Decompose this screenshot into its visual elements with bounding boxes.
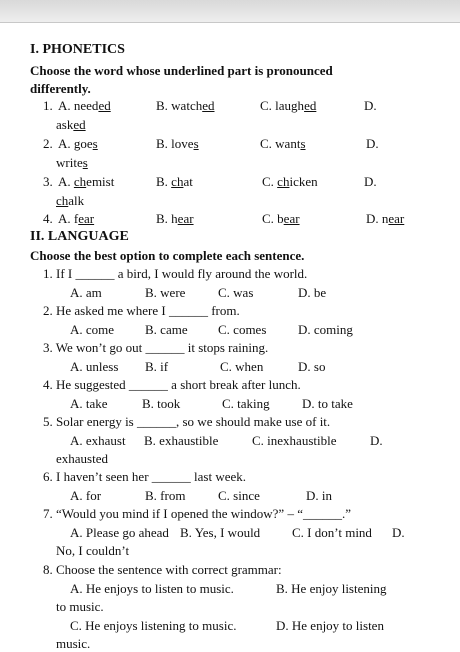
- option-c: C. He enjoys listening to music.: [70, 618, 237, 633]
- question-text: 6. I haven’t seen her ______ last week.: [43, 469, 247, 484]
- option-b: B. hear: [156, 211, 194, 226]
- option-a: A. fear: [58, 211, 95, 226]
- option-d: D. near: [366, 211, 405, 226]
- option-a: A. chemist: [58, 174, 115, 189]
- option-d-continued: writes: [56, 155, 88, 170]
- question-text: 3. We won’t go out ______ it stops raining.: [43, 340, 269, 355]
- phonetics-instruction-cont: differently.: [30, 81, 91, 96]
- option-a: A. goes: [58, 136, 98, 151]
- top-bar: [0, 0, 460, 23]
- option-b: B. if: [145, 359, 169, 374]
- option-a: A. take: [70, 396, 108, 411]
- option-c: C. bear: [262, 211, 300, 226]
- option-c: C. laughed: [260, 98, 317, 113]
- language-instruction: Choose the best option to complete each sentence.: [30, 248, 305, 263]
- option-c: C. wants: [260, 136, 306, 151]
- option-a: A. for: [70, 488, 102, 503]
- option-b: B. exhaustible: [144, 433, 219, 448]
- question-number: 1.: [43, 98, 53, 113]
- option-b: B. watched: [156, 98, 215, 113]
- option-d: D.: [364, 174, 377, 189]
- option-d: D. to take: [302, 396, 353, 411]
- option-a: A. exhaust: [70, 433, 126, 448]
- question-text: 1. If I ______ a bird, I would fly around the world.: [43, 266, 308, 281]
- worksheet: [0, 22, 460, 652]
- option-c: C. since: [218, 488, 260, 503]
- option-a: A. needed: [58, 98, 111, 113]
- option-d: D.: [364, 98, 377, 113]
- option-d-continued: asked: [56, 117, 86, 132]
- option-c: C. taking: [222, 396, 270, 411]
- question-text: 2. He asked me where I ______ from.: [43, 303, 240, 318]
- option-b: B. Yes, I would: [180, 525, 261, 540]
- question-number: 3.: [43, 174, 53, 189]
- option-a: A. come: [70, 322, 115, 337]
- option-b: B. loves: [156, 136, 199, 151]
- option-b: B. He enjoy listening: [276, 581, 387, 596]
- question-text: 7. “Would you mind if I opened the window?” – “______.”: [43, 506, 351, 521]
- option-d: D. so: [298, 359, 326, 374]
- option-b: B. came: [145, 322, 188, 337]
- option-c: C. inexhaustible: [252, 433, 337, 448]
- option-c: C. comes: [218, 322, 267, 337]
- option-b: B. from: [145, 488, 186, 503]
- option-d-continued: No, I couldn’t: [56, 543, 130, 558]
- option-d: D.: [370, 433, 383, 448]
- option-b-continued: to music.: [56, 599, 104, 614]
- option-d: D. in: [306, 488, 332, 503]
- option-d-continued: chalk: [56, 193, 85, 208]
- option-a: A. Please go ahead: [70, 525, 169, 540]
- option-a: A. unless: [70, 359, 119, 374]
- question-number: 4.: [43, 211, 53, 226]
- option-d-continued: music.: [56, 636, 91, 651]
- option-a: A. He enjoys to listen to music.: [70, 581, 234, 596]
- option-c: C. I don’t mind: [292, 525, 372, 540]
- option-c: C. when: [220, 359, 264, 374]
- option-d: D.: [366, 136, 379, 151]
- section-title-phonetics: I. PHONETICS: [30, 42, 125, 57]
- section-title-language: II. LANGUAGE: [30, 229, 129, 244]
- option-b: B. chat: [156, 174, 193, 189]
- question-number: 2.: [43, 136, 53, 151]
- option-c: C. chicken: [262, 174, 318, 189]
- question-text: 8. Choose the sentence with correct grammar:: [43, 562, 282, 577]
- option-d: D. be: [298, 285, 327, 300]
- question-text: 5. Solar energy is ______, so we should make use of it.: [43, 414, 331, 429]
- question-text: 4. He suggested ______ a short break after lunch.: [43, 377, 301, 392]
- option-d-continued: exhausted: [56, 451, 108, 466]
- option-d: D.: [392, 525, 405, 540]
- option-b: B. took: [142, 396, 181, 411]
- option-a: A. am: [70, 285, 102, 300]
- phonetics-instruction: Choose the word whose underlined part is pronounced: [30, 63, 333, 78]
- option-b: B. were: [145, 285, 186, 300]
- option-d: D. coming: [298, 322, 353, 337]
- option-c: C. was: [218, 285, 254, 300]
- option-d: D. He enjoy to listen: [276, 618, 384, 633]
